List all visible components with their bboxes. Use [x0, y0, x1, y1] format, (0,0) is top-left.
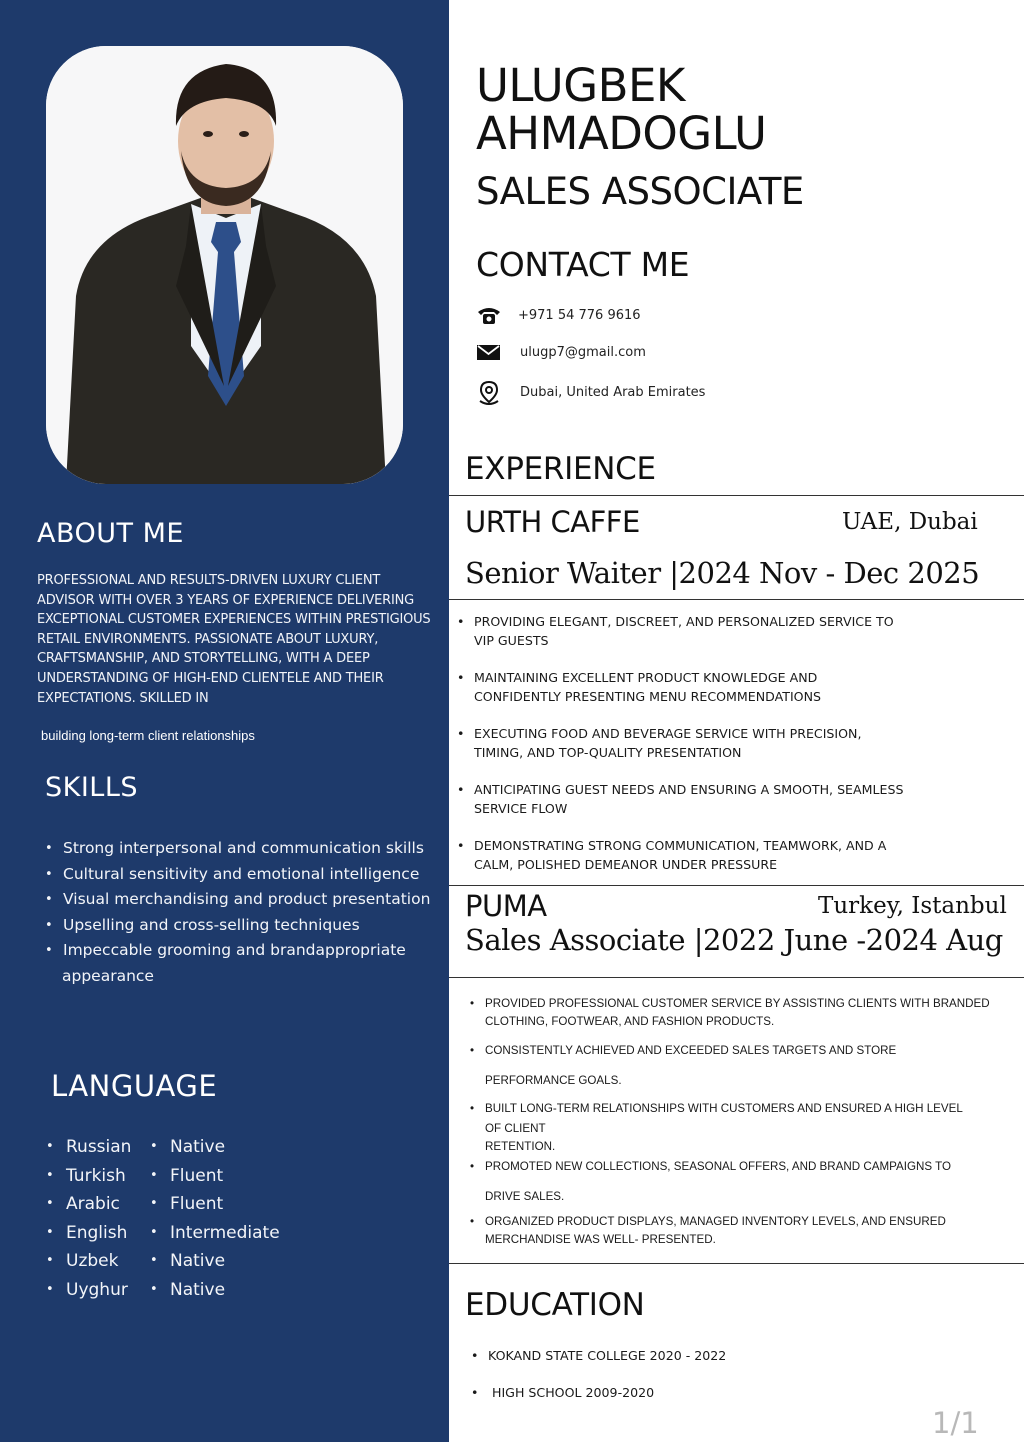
- about-text-tail: building long-term client relationships: [41, 728, 255, 743]
- skill-item: • Impeccable grooming and brandappropriate: [45, 938, 445, 964]
- email-text[interactable]: ulugp7@gmail.com: [520, 344, 646, 360]
- about-title: ABOUT ME: [37, 518, 184, 549]
- job-bullet: • PROVIDING ELEGANT, DISCREET, AND PERSONALIZED SERVICE TO VIP GUESTS: [457, 612, 907, 650]
- location-pin-icon: [476, 380, 502, 404]
- company-name: PUMA: [465, 889, 547, 923]
- language-name: • English: [66, 1219, 127, 1248]
- language-level: • Fluent: [170, 1162, 223, 1191]
- contact-phone: [476, 302, 641, 328]
- job-bullet: • BUILT LONG-TERM RELATIONSHIPS WITH CUSTOMERS AND ENSURED A HIGH LEVEL: [470, 1100, 990, 1118]
- about-text: PROFESSIONAL AND RESULTS-DRIVEN LUXURY CLIENT ADVISOR WITH OVER 3 YEARS OF EXPERIENCE DELIVERING EXCEPTIONAL CUSTOMER EXPERIENCES WITHIN PRESTIGIOUS RETAIL ENVIRONMENTS. PASSIONATE ABOUT LUXURY, CRAFTSMANSHIP, AND STORYTELLING, WITH A DEEP UNDERSTANDING OF HIGH-END CLIENTELE AND THEIR EXPECTATIONS. SKILLED IN: [37, 573, 431, 706]
- job-bullet-continuation: OF CLIENT: [485, 1122, 546, 1135]
- job-bullet: • MAINTAINING EXCELLENT PRODUCT KNOWLEDGE AND CONFIDENTLY PRESENTING MENU RECOMMENDATIONS: [457, 668, 907, 706]
- experience-title: EXPERIENCE: [465, 451, 656, 487]
- education-list: [471, 1346, 726, 1420]
- language-level: • Native: [170, 1247, 225, 1276]
- language-name: • Turkish: [66, 1162, 126, 1191]
- location-text: Dubai, United Arab Emirates: [520, 384, 706, 400]
- job-bullet: • EXECUTING FOOD AND BEVERAGE SERVICE WITH PRECISION, TIMING, AND TOP-QUALITY PRESENTATION: [457, 724, 907, 762]
- language-level: • Native: [170, 1133, 225, 1162]
- education-title: EDUCATION: [465, 1287, 645, 1323]
- divider: [449, 599, 1024, 600]
- job-bullet-continuation: DRIVE SALES.: [485, 1190, 565, 1203]
- envelope-icon: [476, 340, 502, 364]
- job-bullet: • DEMONSTRATING STRONG COMMUNICATION, TEAMWORK, AND A CALM, POLISHED DEMEANOR UNDER PRESSURE: [457, 836, 907, 874]
- skill-item: • Visual merchandising and product presentation: [45, 887, 445, 913]
- skill-item: • Upselling and cross-selling techniques: [45, 913, 445, 939]
- job-bullets: [457, 612, 907, 892]
- job-position: Sales Associate |2022 June -2024 Aug: [465, 923, 1003, 957]
- job-position: Senior Waiter |2024 Nov - Dec 2025: [465, 556, 980, 590]
- job-bullets: [470, 995, 990, 1249]
- language-title: LANGUAGE: [51, 1069, 218, 1103]
- contact-location: [476, 379, 705, 405]
- phone-icon: [476, 303, 502, 327]
- profile-photo: [46, 46, 403, 484]
- education-item: • KOKAND STATE COLLEGE 2020 - 2022: [471, 1346, 726, 1365]
- skill-item: • Cultural sensitivity and emotional intelligence: [45, 862, 445, 888]
- skills-list: [45, 836, 445, 990]
- job-bullet-continuation: PERFORMANCE GOALS.: [485, 1074, 622, 1087]
- divider: [449, 495, 1024, 496]
- job-bullet: • ANTICIPATING GUEST NEEDS AND ENSURING A SMOOTH, SEAMLESS SERVICE FLOW: [457, 780, 907, 818]
- last-name: AHMADOGLU: [476, 107, 767, 160]
- job-bullet: • PROMOTED NEW COLLECTIONS, SEASONAL OFFERS, AND BRAND CAMPAIGNS TO: [470, 1158, 990, 1176]
- skills-title: SKILLS: [45, 772, 139, 803]
- skill-item: • Strong interpersonal and communication skills: [45, 836, 445, 862]
- job-role: SALES ASSOCIATE: [476, 170, 804, 213]
- divider: [449, 1263, 1024, 1264]
- sidebar: [0, 0, 449, 1442]
- language-level: • Intermediate: [170, 1219, 280, 1248]
- job-bullet: • PROVIDED PROFESSIONAL CUSTOMER SERVICE BY ASSISTING CLIENTS WITH BRANDED CLOTHING, FOOTWEAR, AND FASHION PRODUCTS.: [470, 995, 990, 1031]
- language-name: • Uyghur: [66, 1276, 128, 1305]
- full-name: [476, 59, 767, 160]
- job-bullet: • ORGANIZED PRODUCT DISPLAYS, MANAGED INVENTORY LEVELS, AND ENSURED MERCHANDISE WAS WELL- PRESENTED.: [470, 1213, 990, 1249]
- page-number: 1/1: [932, 1406, 979, 1440]
- phone-text: +971 54 776 9616: [518, 307, 641, 323]
- first-name: ULUGBEK: [476, 59, 685, 112]
- language-name: • Arabic: [66, 1190, 120, 1219]
- job-bullet: • CONSISTENTLY ACHIEVED AND EXCEEDED SALES TARGETS AND STORE: [470, 1042, 990, 1060]
- skill-item-continuation: appearance: [62, 966, 154, 985]
- company-name: URTH CAFFE: [465, 505, 640, 539]
- divider: [449, 977, 1024, 978]
- language-name: • Uzbek: [66, 1247, 118, 1276]
- job-bullet-continuation: RETENTION.: [485, 1140, 556, 1153]
- language-name: • Russian: [66, 1133, 131, 1162]
- language-level: • Fluent: [170, 1190, 223, 1219]
- contact-email: [476, 339, 646, 365]
- divider: [449, 885, 1024, 886]
- language-level: • Native: [170, 1276, 225, 1305]
- job-location: UAE, Dubai: [842, 509, 978, 535]
- contact-title: CONTACT ME: [476, 245, 690, 284]
- education-item: • HIGH SCHOOL 2009-2020: [471, 1383, 726, 1402]
- job-location: Turkey, Istanbul: [818, 893, 1007, 919]
